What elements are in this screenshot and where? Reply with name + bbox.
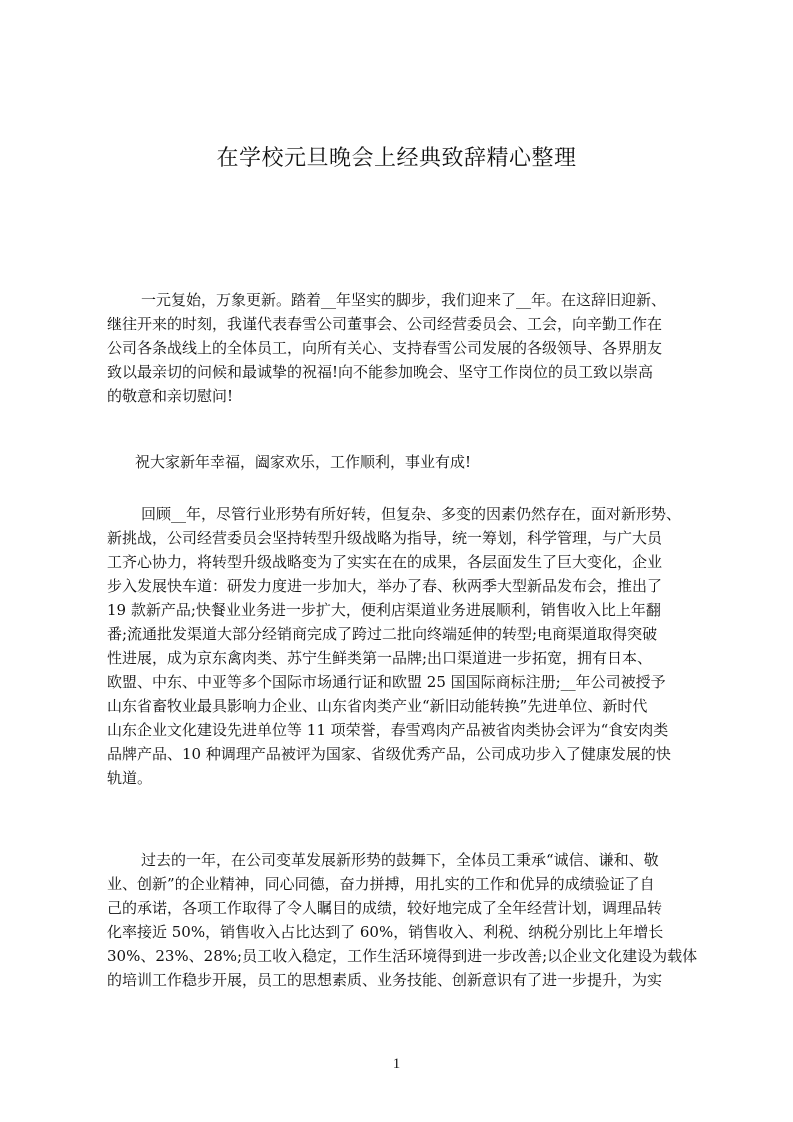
- paragraph-line: 祝大家新年幸福，阖家欢乐，工作顺利，事业有成!: [135, 453, 472, 471]
- paragraph-line: 公司各条战线上的全体员工，向所有关心、支持春雪公司发展的各级领导、各界朋友: [107, 339, 663, 357]
- paragraph-2: [107, 450, 697, 474]
- paragraph-line: 新挑战，公司经营委员会坚持转型升级战略为指导，统一筹划，科学管理，与广大员: [107, 529, 663, 547]
- paragraph-line: 品牌产品、10 种调理产品被评为国家、省级优秀产品，公司成功步入了健康发展的快: [107, 745, 671, 763]
- paragraph-line: 工齐心协力，将转型升级战略变为了实实在在的成果，各层面发生了巨大变化，企业: [107, 553, 663, 571]
- paragraph-line: 回顾__年，尽管行业形势有所好转，但复杂、多变的因素仍然存在，面对新形势、: [141, 505, 682, 523]
- paragraph-line: 继往开来的时刻，我谨代表春雪公司董事会、公司经营委员会、工会，向辛勤工作在: [107, 315, 663, 333]
- paragraph-line: 步入发展快车道：研发力度进一步加大，举办了春、秋两季大型新品发布会，推出了: [107, 577, 663, 595]
- paragraph-4: [107, 848, 697, 992]
- paragraph-line: 欧盟、中东、中亚等多个国际市场通行证和欧盟 25 国国际商标注册;__年公司被授予: [107, 673, 666, 691]
- paragraph-line: 一元复始，万象更新。踏着__年坚实的脚步，我们迎来了__年。在这辞旧迎新、: [141, 291, 667, 309]
- paragraph-line: 山东企业文化建设先进单位等 11 项荣誉，春雪鸡肉产品被省肉类协会评为“食安肉类: [107, 721, 669, 739]
- paragraph-line: 轨道。: [107, 769, 153, 787]
- document-title: 在学校元旦晚会上经典致辞精心整理: [216, 146, 577, 171]
- paragraph-line: 化率接近 50%，销售收入占比达到了 60%，销售收入、利税、纳税分别比上年增长: [107, 923, 664, 941]
- paragraph-1: [107, 288, 697, 408]
- paragraph-line: 过去的一年，在公司变革发展新形势的鼓舞下，全体员工秉承“诚信、谦和、敬: [141, 851, 659, 869]
- paragraph-line: 业、创新”的企业精神，同心同德，奋力拼搏，用扎实的工作和优异的成绩验证了自: [107, 875, 655, 893]
- paragraph-3: [107, 502, 697, 790]
- paragraph-line: 性进展，成为京东禽肉类、苏宁生鲜类第一品牌;出口渠道进一步拓宽，拥有日本、: [107, 649, 653, 667]
- paragraph-line: 的培训工作稳步开展，员工的思想素质、业务技能、创新意识有了进一步提升，为实: [107, 971, 663, 989]
- paragraph-line: 山东省畜牧业最具影响力企业、山东省肉类产业“新旧动能转换”先进单位、新时代: [107, 697, 648, 715]
- paragraph-line: 的敬意和亲切慰问!: [107, 387, 234, 405]
- paragraph-line: 19 款新产品;快餐业业务进一步扩大，便利店渠道业务进展顺利，销售收入比上年翻: [107, 601, 661, 619]
- paragraph-line: 己的承诺，各项工作取得了令人瞩目的成绩，较好地完成了全年经营计划，调理品转: [107, 899, 663, 917]
- paragraph-line: 30%、23%、28%;员工收入稳定，工作生活环境得到进一步改善;以企业文化建设为载体: [107, 947, 697, 965]
- page-number: 1: [392, 1056, 401, 1072]
- paragraph-line: 致以最亲切的问候和最诚挚的祝福!向不能参加晚会、坚守工作岗位的员工致以崇高: [107, 363, 654, 381]
- paragraph-line: 番;流通批发渠道大部分经销商完成了跨过二批向终端延伸的转型;电商渠道取得突破: [107, 625, 658, 643]
